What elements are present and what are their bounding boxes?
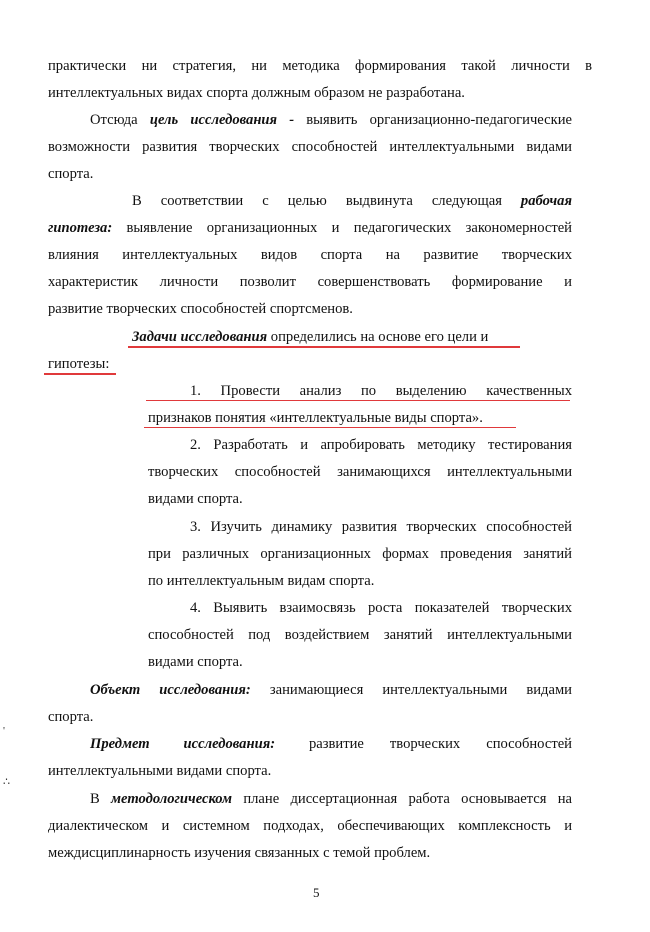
working-hypothesis-term: рабочая	[520, 193, 572, 209]
text-line: диалектическом и системном подходах, обеспечивающих комплексность и	[48, 818, 572, 834]
text-line: Отсюда цель исследования - выявить организационно-педагогические	[90, 112, 572, 128]
margin-mark: '	[3, 725, 5, 737]
text-line: гипотезы:	[48, 356, 110, 372]
text-line: В соответствии с целью выдвинута следующая рабочая	[132, 193, 572, 209]
text-line: возможности развития творческих способностей интеллектуальными видами	[48, 139, 572, 155]
text-line: влияния интеллектуальных видов спорта на развитие творческих	[48, 247, 572, 263]
task-item: способностей под воздействием занятий интеллектуальными	[148, 627, 572, 643]
text-line: развитие творческих способностей спортсменов.	[48, 301, 353, 317]
text-line: междисциплинарность изучения связанных с темой проблем.	[48, 845, 431, 861]
task-item: видами спорта.	[148, 654, 243, 670]
task-item: видами спорта.	[148, 491, 243, 507]
red-underline	[146, 400, 570, 401]
margin-mark: ∴	[3, 776, 10, 788]
task-item: 2. Разработать и апробировать методику тестирования	[190, 437, 572, 453]
task-item: при различных организационных формах проведения занятий	[148, 546, 572, 562]
task-item: по интеллектуальным видам спорта.	[148, 573, 375, 589]
task-item: 3. Изучить динамику развития творческих способностей	[190, 519, 572, 535]
text-line: характеристик личности позволит совершенствовать формирование и	[48, 274, 572, 290]
text-line: интеллектуальными видами спорта.	[48, 763, 272, 779]
research-tasks-term: Задачи исследования	[132, 329, 268, 345]
red-underline	[44, 373, 116, 375]
text-line: Предмет исследования: развитие творческих способностей	[90, 736, 572, 752]
text-line: спорта.	[48, 709, 94, 725]
research-goal-term: цель исследования -	[149, 112, 295, 128]
text-line: интеллектуальных видах спорта должным образом не разработана.	[48, 85, 465, 101]
page-number: 5	[313, 885, 320, 900]
text-line: В методологическом плане диссертационная работа основывается на	[90, 791, 572, 807]
task-item: 4. Выявить взаимосвязь роста показателей творческих	[190, 600, 572, 616]
red-underline	[144, 427, 516, 428]
text-line: Объект исследования: занимающиеся интеллектуальными видами	[90, 682, 572, 698]
methodological-term: методологическом	[111, 791, 233, 807]
task-item: творческих способностей занимающихся интеллектуальными	[148, 464, 572, 480]
text-line: спорта.	[48, 166, 94, 182]
text-line: гипотеза: выявление организационных и педагогических закономерностей	[48, 220, 572, 236]
object-term: Объект исследования:	[90, 682, 251, 698]
task-item: признаков понятия «интеллектуальные виды спорта».	[148, 410, 483, 426]
text-line: практически ни стратегия, ни методика формирования такой личности в	[48, 58, 592, 74]
red-underline	[128, 346, 520, 348]
text-line: Задачи исследования определились на основе его цели и	[132, 329, 489, 345]
subject-term: Предмет	[90, 736, 150, 752]
task-item: 1. Провести анализ по выделению качественных	[190, 383, 572, 399]
